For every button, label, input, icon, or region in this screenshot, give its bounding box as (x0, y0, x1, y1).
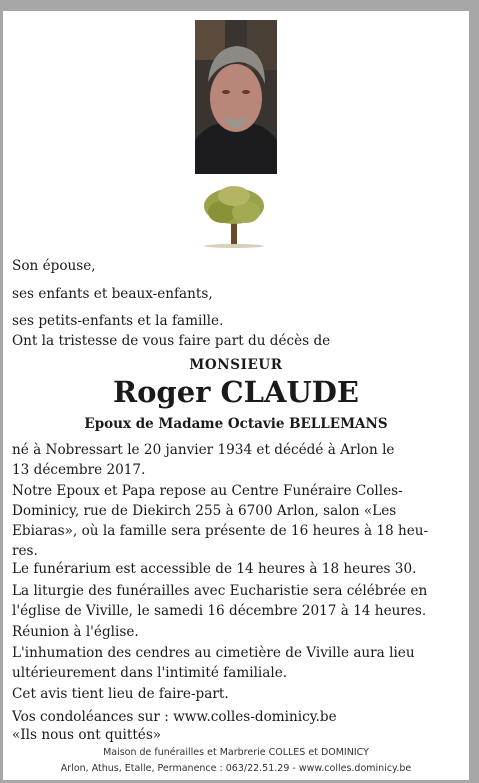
paragraph-liturgy: La liturgie des funérailles avec Eucharistie sera célébrée en l'église de Viville, le samedi 16 décembre 2017 à 14 heures. (12, 583, 428, 619)
footer-line-1: Maison de funérailles et Marbrerie COLLES et DOMINICY (103, 747, 369, 758)
honorific: MONSIEUR (189, 357, 283, 373)
paragraph-condolences: Vos condoléances sur : www.colles-dominicy.be (12, 709, 337, 725)
family-line: ses enfants et beaux-enfants, (12, 286, 213, 302)
tree-icon (200, 184, 268, 248)
footer-line-2: Arlon, Athus, Etalle, Permanence : 063/22.51.29 - www.colles.dominicy.be (60, 763, 412, 774)
portrait-photo (195, 20, 277, 174)
obituary-card (3, 11, 469, 780)
spouse-line: Epoux de Madame Octavie BELLEMANS (84, 416, 388, 432)
paragraph-funeral-home: Notre Epoux et Papa repose au Centre Funéraire Colles- Dominicy, rue de Diekirch 255 à 6700 Arlon, salon «Les Ebiaras», où la famille sera présente de 16 heures à 18 heu- res. (12, 483, 429, 559)
paragraph-reunion: Réunion à l'église. (12, 624, 139, 640)
paragraph-inhumation: L'inhumation des cendres au cimetière de Viville aura lieu ultérieurement dans l'intimité familiale. (12, 645, 415, 681)
family-line: Son épouse, (12, 258, 96, 274)
paragraph-quote: «Ils nous ont quittés» (12, 727, 162, 743)
family-line: Ont la tristesse de vous faire part du décès de (12, 333, 331, 349)
deceased-name: Roger CLAUDE (112, 375, 360, 409)
family-line: ses petits-enfants et la famille. (12, 313, 224, 329)
paragraph-notice: Cet avis tient lieu de faire-part. (12, 686, 229, 702)
paragraph-visiting-hours: Le funérarium est accessible de 14 heures à 18 heures 30. (12, 561, 417, 577)
paragraph-birth-death: né à Nobressart le 20 janvier 1934 et décédé à Arlon le 13 décembre 2017. (12, 442, 395, 478)
